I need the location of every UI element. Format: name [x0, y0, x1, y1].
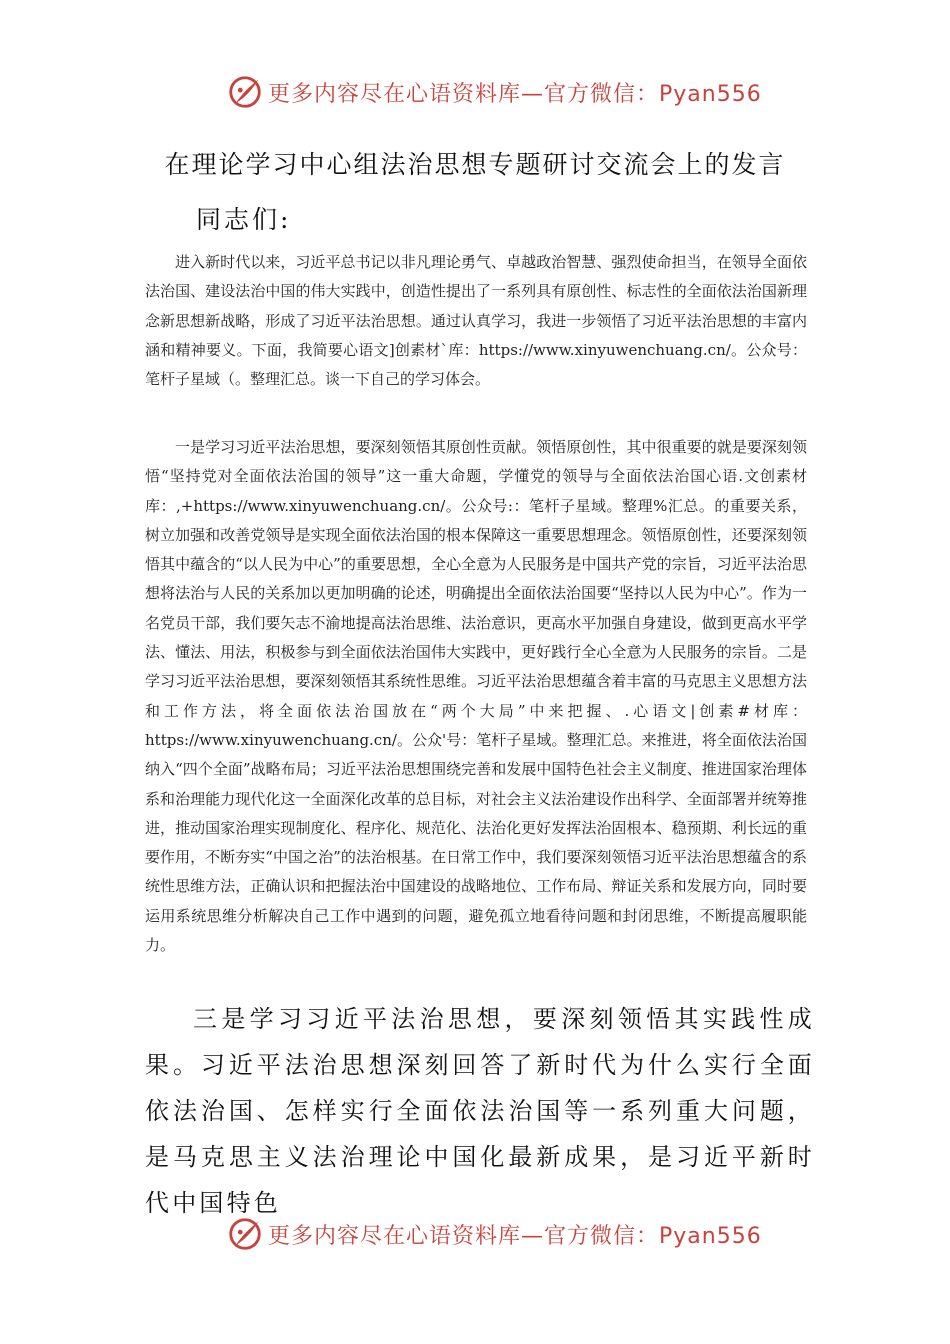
paragraph-text: 进入新时代以来，习近平总书记以非凡理论勇气、卓越政治智慧、强烈使命担当，在领导全面依法治国、建设法治中国的伟大实践中，创造性提出了一系列具有原创性、标志性的全面依法治国新理念新思想新战略，形成了习近平法治思想。通过认真学习，我进一步领悟了习近平法治思想的丰富内涵和精神要义。下面，我简要心语文]创素材`库：https://www.xinyuwenchuang.cn/。公众号：笔杆子星域（。整理汇总。谈一下自己的学习体会。: [145, 253, 807, 389]
paragraph-point-three: [145, 996, 815, 1226]
banner-text: 更多内容尽在心语资料库—官方微信：Pyan556: [268, 1223, 762, 1249]
banner-text: 更多内容尽在心语资料库—官方微信：Pyan556: [268, 81, 762, 107]
paragraph-text: 一是学习习近平法治思想，要深刻领悟其原创性贡献。领悟原创性，其中很重要的就是要深刻领悟“坚持党对全面依法治国的领导”这一重大命题，学懂党的领导与全面依法治国心语.文创素材库：,+https://www.xinyuwenchuang.cn/。公众号:：笔杆子星域。整理%汇总。的重要关系，树立加强和改善党领导是实现全面依法治国的根本保障这一重要思想理念。领悟原创性，还要深刻领悟其中蕴含的“以人民为中心”的重要思想，全心全意为人民服务是中国共产党的宗旨，习近平法治思想将法治与人民的关系加以更加明确的论述，明确提出全面依法治国要“坚持以人民为中心”。作为一名党员干部，我们要矢志不渝地提高法治思维、法治意识，更高水平加强自身建设，做到更高水平学法、懂法、用法，积极参与到全面依法治国伟大实践中，更好践行全心全意为人民服务的宗旨。二是学习习近平法治思想，要深刻领悟其系统性思维。习近平法治思想蕴含着丰富的马克思主义思想方法和工作方法，将全面依法治国放在“两个大局”中来把握、.心语文|创素#材库：https://www.xinyuwenchuang.cn/。公众'号：笔杆子星域。整理汇总。来推进，将全面依法治国纳入“四个全面”战略布局；习近平法治思想围绕完善和发展中国特色社会主义制度、推进国家治理体系和治理能力现代化这一全面深化改革的总目标，对社会主义法治建设作出科学、全面部署并统筹推进，推动国家治理实现制度化、程序化、规范化、法治化更好发挥法治固根本、稳预期、利长远的重要作用，不断夯实“中国之治”的法治根基。在日常工作中，我们要深刻领悟习近平法治思想蕴含的系统性思维方法，正确认识和把握法治中国建设的战略地位、工作布局、辩证关系和发展方向，同时要运用系统思维分析解决自己工作中遇到的问题，避免孤立地看待问题和封闭思维，不断提高履职能力。: [145, 438, 807, 955]
document-title: 在理论学习中心组法治思想专题研讨交流会上的发言: [164, 150, 786, 179]
quill-logo-icon: [226, 73, 264, 111]
quill-logo-icon: [226, 1215, 264, 1253]
paragraph-text: 三是学习习近平法治思想，要深刻领悟其实践性成果。习近平法治思想深刻回答了新时代为什么实行全面依法治国、怎样实行全面依法治国等一系列重大问题，是马克思主义法治理论中国化最新成果，是习近平新时代中国特色: [145, 1005, 815, 1217]
salutation: 同志们:: [196, 205, 292, 234]
paragraph-points-one-two: [145, 433, 807, 960]
header-banner: [226, 72, 762, 112]
footer-banner: [226, 1214, 762, 1254]
paragraph-intro: [145, 248, 807, 394]
